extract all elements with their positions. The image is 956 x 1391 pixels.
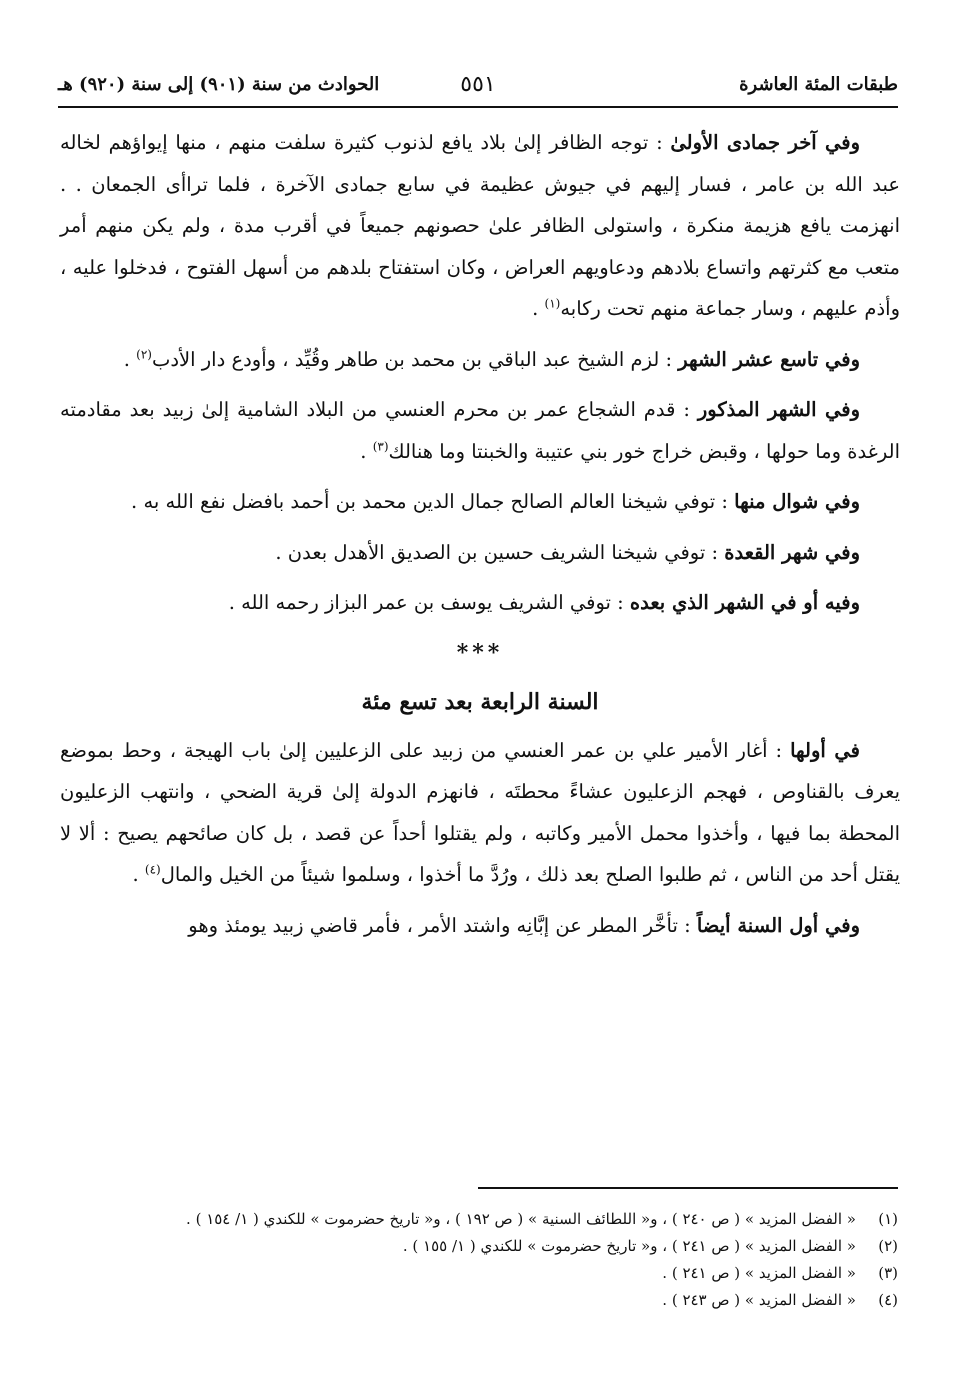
paragraph-lead: وفي تاسع عشر الشهر <box>678 347 860 371</box>
paragraph-lead: وفيه أو في الشهر الذي بعده <box>629 591 860 614</box>
paragraph-end: . <box>532 297 545 320</box>
footnote-text: « الفضل المزيد » ( ص ٢٤١ ) ، و« تاريخ حضرموت » للكندي ( ١/ ١٥٥ ) . <box>402 1237 856 1255</box>
footnote-ref: (٤) <box>144 862 161 877</box>
footnote-number: (٣) <box>878 1264 898 1282</box>
paragraph-text: : توفي شيخنا العالم الصالح جمال الدين محمد بن أحمد بافضل نفع الله به . <box>131 490 735 513</box>
paragraph-text: : قدم الشجاع عمر بن محرم العنسي من البلاد الشامية إلىٰ زبيد بعد مقادمته الرغدة وما حولها ، وقبض خراج خور بني عتيبة والخبنتا وما هنالك <box>60 398 900 463</box>
paragraph-lead: وفي آخر جمادى الأولىٰ <box>670 131 860 154</box>
paragraph-lead: وفي شوال منها <box>734 490 860 513</box>
footnote-text: « الفضل المزيد » ( ص ٢٤٣ ) . <box>662 1291 856 1309</box>
footnote <box>60 1287 898 1314</box>
footnote-number: (٢) <box>878 1237 898 1255</box>
footnote <box>60 1260 898 1287</box>
footnote-text: « الفضل المزيد » ( ص ٢٤٠ ) ، و« اللطائف السنية » ( ص ١٩٢ ) ، و« تاريخ حضرموت » للكندي ( ١/ ١٥٤ ) . <box>186 1210 856 1228</box>
paragraph <box>60 582 900 624</box>
paragraph <box>60 905 900 947</box>
footnote-ref: (٢) <box>136 347 152 361</box>
paragraph-text: : توجه الظافر إلىٰ بلاد يافع لذنوب كثيرة سلفت منهم ، منها إيواؤهم لخاله عبد الله بن عامر ، فسار إليهم في جيوش عظيمة في سابع جمادى الآخرة ، فلما تراأى الجمعان . . انهزمت يافع هزيمة منكرة ، واستولى الظافر علىٰ حصونهم جميعاً في أقرب مدة ، ولم يكن منهم أمر متعب مع كثرتهم واتساع بلادهم ودعاويهم العراض ، وكان استفتاح بلدهم من أسهل الفتوح ، فدخلوا عليه ، وأذم عليهم ، وسار جماعة منهم تحت ركابه <box>60 131 900 320</box>
section-separator: *** <box>456 639 504 666</box>
paragraph-text: : تأخَّر المطر عن إبَّانِه واشتد الأمر ، فأمر قاضي زبيد يومئذ وهو <box>188 913 697 937</box>
footnote <box>60 1206 898 1233</box>
paragraph-lead: في أولها <box>790 738 860 762</box>
paragraph <box>60 389 900 472</box>
footnotes <box>60 1206 898 1314</box>
footnote-rule <box>478 1187 898 1189</box>
section-title: السنة الرابعة بعد تسع مئة <box>361 689 599 715</box>
paragraph-text: : أغار الأمير علي بن عمر العنسي من زبيد على الزعليين إلىٰ باب الهيجة ، وحط بموضع يعرف بالقناوص ، فهجم الزعليون عشاءً محطتَه ، فانهزم الدولة إلىٰ قرية الضحي ، وانتهب الزعليون المحطة بما فيها ، وأخذوا محمل الأمير وكاتبه ، ولم يقتلوا أحداً عن قصد ، بل كان صائحهم يصيح : ألا لا يقتل أحد من الناس ، ثم طلبوا الصلح بعد ذلك ، ورُدَّ ما أخذوا ، وسلموا شيئاً من الخيل والمال <box>60 738 900 886</box>
header-rule <box>58 106 898 108</box>
paragraph <box>60 481 900 523</box>
paragraph-text: : توفي الشريف يوسف بن عمر البزاز رحمه الله . <box>228 591 630 614</box>
footnote-text: « الفضل المزيد » ( ص ٢٤١ ) . <box>662 1264 856 1282</box>
paragraph-end: . <box>360 439 373 463</box>
footnote-ref: (٣) <box>372 439 389 453</box>
footnote-ref: (١) <box>544 296 561 311</box>
running-title: طبقات المئة العاشرة <box>739 74 898 95</box>
page-header <box>58 74 898 102</box>
paragraph-lead: وفي أول السنة أيضاً <box>696 913 860 937</box>
page-body <box>60 122 900 955</box>
chapter-range-title: الحوادث من سنة (٩٠١) إلى سنة (٩٢٠) هـ <box>58 74 380 95</box>
paragraph-lead: وفي شهر القعدة <box>724 540 860 564</box>
paragraph <box>60 532 900 574</box>
paragraph <box>60 339 900 381</box>
footnote-number: (١) <box>878 1210 898 1228</box>
paragraph-end: . <box>132 863 145 886</box>
paragraph-text: : توفي شيخنا الشريف حسين بن الصديق الأهدل بعدن . <box>275 540 725 564</box>
paragraph-end: . <box>123 347 137 371</box>
page-number: ٥٥١ <box>460 72 496 97</box>
paragraph <box>60 730 900 896</box>
paragraph <box>60 122 900 330</box>
footnote <box>60 1233 898 1260</box>
paragraph-lead: وفي الشهر المذكور <box>697 398 861 421</box>
paragraph-text: : لزم الشيخ عبد الباقي بن محمد بن طاهر وقُيِّد ، وأودع دار الأدب <box>151 347 679 371</box>
footnote-number: (٤) <box>878 1291 898 1309</box>
